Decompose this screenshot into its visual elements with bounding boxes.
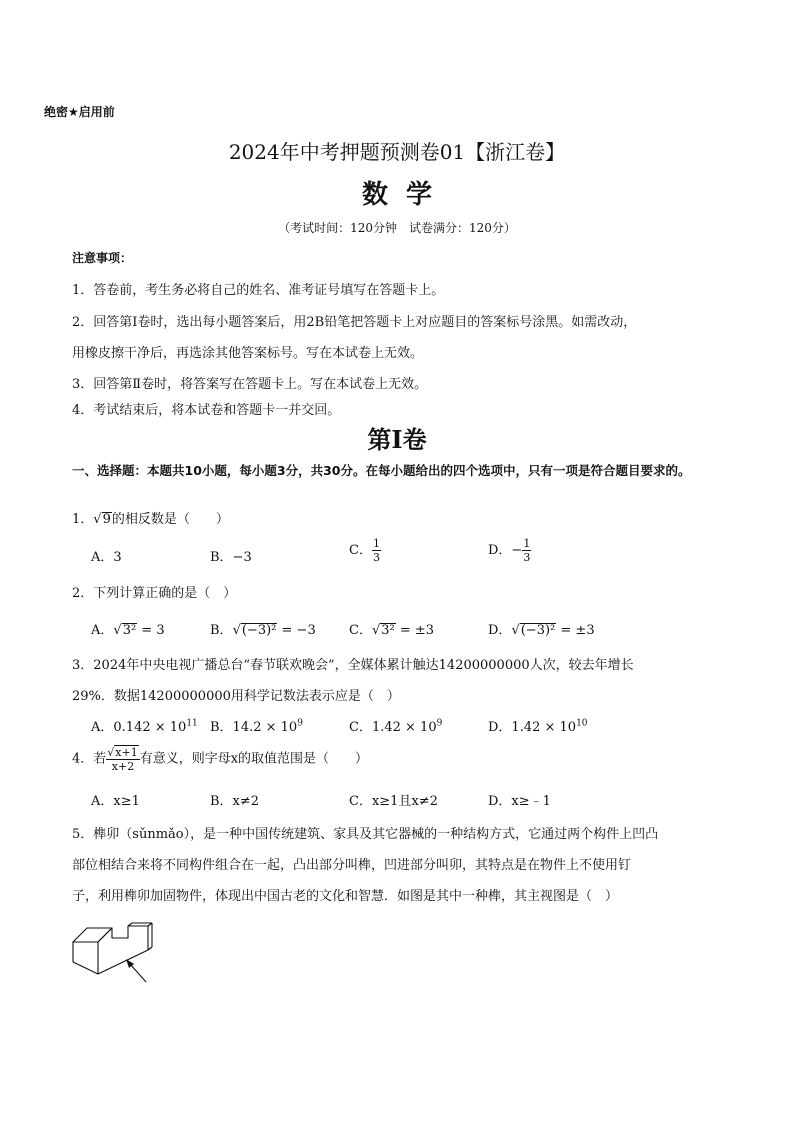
option-text: A．0.142 × 10 xyxy=(91,720,187,735)
confidential-label: 绝密★启用前 xyxy=(44,105,115,119)
question-2-stem: 2．下列计算正确的是（ ） xyxy=(72,586,237,601)
option-label: A． xyxy=(91,623,114,638)
question-5-stem: 5．榫卯（sǔnmǎo），是一种中国传统建筑、家具及其它器械的一种结构方式，它通过两个构件上凹凸 xyxy=(72,827,659,842)
option-label: C． xyxy=(349,543,372,558)
sqrt-symbol: √ xyxy=(113,623,122,638)
exponent: 9 xyxy=(297,718,303,729)
numerator: 1 xyxy=(372,537,380,550)
sqrt-symbol: √ xyxy=(93,512,102,527)
radicand: (−3)² xyxy=(520,623,556,638)
tenon-top-face xyxy=(73,928,112,942)
note-item: 2．回答第Ⅰ卷时，选出每小题答案后，用2B铅笔把答题卡上对应题目的答案标号涂黑。如需改动， xyxy=(72,315,637,330)
option-a xyxy=(91,716,198,735)
exponent: 9 xyxy=(436,718,443,729)
tenon-front-face xyxy=(73,942,98,974)
question-1-stem xyxy=(72,508,229,527)
expression-rest: = 3 xyxy=(137,623,165,638)
part-title: 第Ⅰ卷 xyxy=(367,425,427,454)
denominator: 3 xyxy=(372,551,380,564)
option-a: A．3 xyxy=(91,550,122,565)
option-c: C．x≥1且x≠2 xyxy=(349,794,438,809)
tenon-edge xyxy=(148,947,152,950)
option-label: D．− xyxy=(488,543,523,558)
radicand: 3² xyxy=(381,623,395,638)
note-item: 3．回答第Ⅱ卷时，将答案写在答题卡上。写在本试卷上无效。 xyxy=(72,377,428,392)
note-item: 1．答卷前，考生务必将自己的姓名、准考证号填写在答题卡上。 xyxy=(72,283,445,298)
subject-title: 数学 xyxy=(361,180,450,210)
view-arrow xyxy=(126,959,146,982)
sqrt-symbol: √ xyxy=(511,623,520,638)
option-c xyxy=(349,537,381,564)
exam-info: （考试时间：120分钟 试卷满分：120分） xyxy=(278,221,516,235)
tenon-side-face xyxy=(98,926,148,974)
note-item: 4．考试结束后，将本试卷和答题卡一并交回。 xyxy=(72,403,341,418)
radicand: 9 xyxy=(102,512,111,527)
option-b xyxy=(210,619,316,638)
option-d xyxy=(488,537,531,564)
radicand: 3² xyxy=(122,623,137,638)
denominator: 3 xyxy=(523,551,531,564)
exponent: 11 xyxy=(186,718,198,729)
tenon-figure xyxy=(68,912,164,988)
question-text: 有意义，则字母x的取值范围是（ ） xyxy=(139,751,369,767)
option-a xyxy=(91,619,165,638)
sqrt-symbol: √ xyxy=(107,746,115,759)
option-text: D．1.42 × 10 xyxy=(488,720,577,735)
numerator: 1 xyxy=(523,537,531,550)
question-text: 的相反数是（ ） xyxy=(111,512,229,527)
option-text: C．1.42 × 10 xyxy=(349,720,437,735)
option-b xyxy=(210,716,303,735)
question-3-stem: 3．2024年中央电视广播总台“春节联欢晚会”，全媒体累计触达14200000000人次，较去年增长 xyxy=(72,658,634,673)
section-instructions: 一、选择题：本题共10小题，每小题3分，共30分。在每小题给出的四个选项中，只有一项是符合题目要求的。 xyxy=(72,463,691,478)
expression-rest: = ±3 xyxy=(395,623,435,638)
sqrt-symbol: √ xyxy=(371,623,381,638)
fraction xyxy=(372,537,381,564)
exponent: 10 xyxy=(576,718,588,729)
expression-rest: = −3 xyxy=(277,623,316,638)
denominator: x+2 xyxy=(111,760,135,773)
note-item: 用橡皮擦干净后，再选涂其他答案标号。写在本试卷上无效。 xyxy=(72,346,424,361)
expression-rest: = ±3 xyxy=(556,623,595,638)
question-5-stem-line3: 子，利用榫卯加固物件，体现出中国古老的文化和智慧．如图是其中一种榫，其主视图是（ ） xyxy=(72,889,619,904)
option-b: B．x≠2 xyxy=(210,794,260,809)
notes-heading: 注意事项： xyxy=(72,251,133,265)
option-label: C． xyxy=(349,623,372,638)
fraction xyxy=(106,745,139,773)
option-text: B．14.2 × 10 xyxy=(210,720,298,735)
radicand: x+1 xyxy=(115,746,138,759)
numerator xyxy=(106,745,139,760)
option-c xyxy=(349,619,434,638)
option-b: B．−3 xyxy=(210,550,252,565)
option-label: D． xyxy=(488,623,512,638)
question-number: 1． xyxy=(72,512,94,527)
question-number: 4．若 xyxy=(72,751,107,767)
question-4-stem xyxy=(72,745,368,773)
option-c xyxy=(349,716,442,735)
option-d xyxy=(488,619,595,638)
fraction xyxy=(522,537,531,564)
sqrt-symbol: √ xyxy=(232,623,241,638)
option-a: A．x≥1 xyxy=(91,794,140,809)
option-d: D．x≥﹣1 xyxy=(488,794,551,809)
option-label: B． xyxy=(210,623,233,638)
question-3-stem-line2: 29%．数据14200000000用科学记数法表示应是（ ） xyxy=(72,689,400,704)
option-d xyxy=(488,716,588,735)
radicand: (−3)² xyxy=(241,623,277,638)
question-5-stem-line2: 部位相结合来将不同构件组合在一起，凸出部分叫榫，凹进部分叫卯，其特点是在物件上不使用钉 xyxy=(72,858,632,873)
exam-title: 2024年中考押题预测卷01【浙江卷】 xyxy=(228,140,566,164)
